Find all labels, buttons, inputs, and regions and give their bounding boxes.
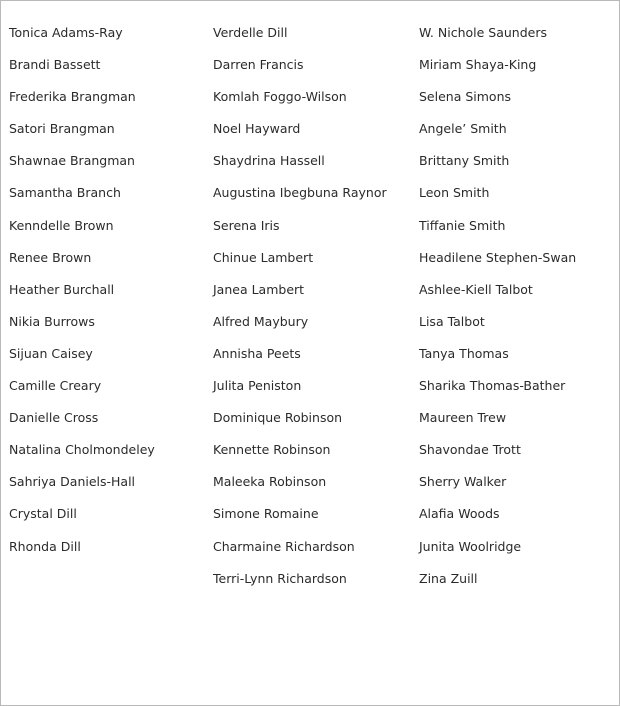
name-list-item: Alfred Maybury [213,313,309,329]
name-list-item: Brandi Bassett [9,57,101,73]
name-list-item: Ashlee-Kiell Talbot [419,281,533,297]
name-list-item: W. Nichole Saunders [419,25,547,40]
name-list-item: Annisha Peets [213,345,301,361]
name-list-item: Janea Lambert [213,281,305,297]
name-list-item: Samantha Branch [9,185,121,201]
name-list-item: Crystal Dill [9,506,77,522]
name-list-item: Maureen Trew [419,410,507,426]
names-column-2 [213,17,387,595]
name-list-item: Junita Woolridge [419,538,522,554]
name-list-item: Shaydrina Hassell [213,153,325,169]
name-list-item: Charmaine Richardson [213,538,355,554]
name-list-item: Miriam Shaya-King [419,57,537,73]
name-list-item: Julita Peniston [213,378,302,394]
name-list-item: Sahriya Daniels-Hall [9,474,136,490]
name-list-item: Noel Hayward [213,121,301,137]
name-list-item: Headilene Stephen-Swan [419,249,577,265]
name-list-item: Darren Francis [213,57,304,73]
name-list-item: Alafia Woods [419,506,500,522]
name-list-item: Renee Brown [9,249,92,265]
name-list-item: Terri-Lynn Richardson [213,570,347,586]
name-list-item: Verdelle Dill [213,25,288,40]
name-list-item: Augustina Ibegbuna Raynor [213,185,387,201]
name-list-item: Selena Simons [419,89,512,105]
name-list-item: Serena Iris [213,217,280,233]
name-list-item: Natalina Cholmondeley [9,442,155,458]
name-list-item: Nikia Burrows [9,313,95,329]
name-list-item: Chinue Lambert [213,249,314,265]
name-list-item: Komlah Foggo-Wilson [213,89,347,105]
name-list-item: Brittany Smith [419,153,510,169]
name-list-item: Danielle Cross [9,410,99,426]
name-list-item: Sijuan Caisey [9,345,93,361]
name-list-item: Camille Creary [9,378,102,394]
name-list-item: Kenndelle Brown [9,217,114,233]
name-list-item: Maleeka Robinson [213,474,327,490]
name-list-item: Dominique Robinson [213,410,343,426]
name-list-item: Tiffanie Smith [419,217,506,233]
name-list-item: Heather Burchall [9,281,115,297]
name-list-item: Tanya Thomas [419,345,509,361]
name-list-item: Zina Zuill [419,570,478,586]
name-list-item: Tonica Adams-Ray [9,25,123,40]
name-list-item: Leon Smith [419,185,490,201]
name-list-item: Shawnae Brangman [9,153,135,169]
names-column-3 [419,17,576,595]
name-list-item: Satori Brangman [9,121,115,137]
name-list-item: Kennette Robinson [213,442,331,458]
name-list-item: Lisa Talbot [419,313,485,329]
name-list-item: Sharika Thomas-Bather [419,378,566,394]
name-list-item: Shavondae Trott [419,442,521,458]
name-list-item: Sherry Walker [419,474,507,490]
name-list-item: Frederika Brangman [9,89,136,105]
name-list-item: Angele’ Smith [419,121,507,137]
name-list-item: Simone Romaine [213,506,319,522]
name-list-item: Rhonda Dill [9,538,81,554]
names-column-1 [9,17,155,563]
